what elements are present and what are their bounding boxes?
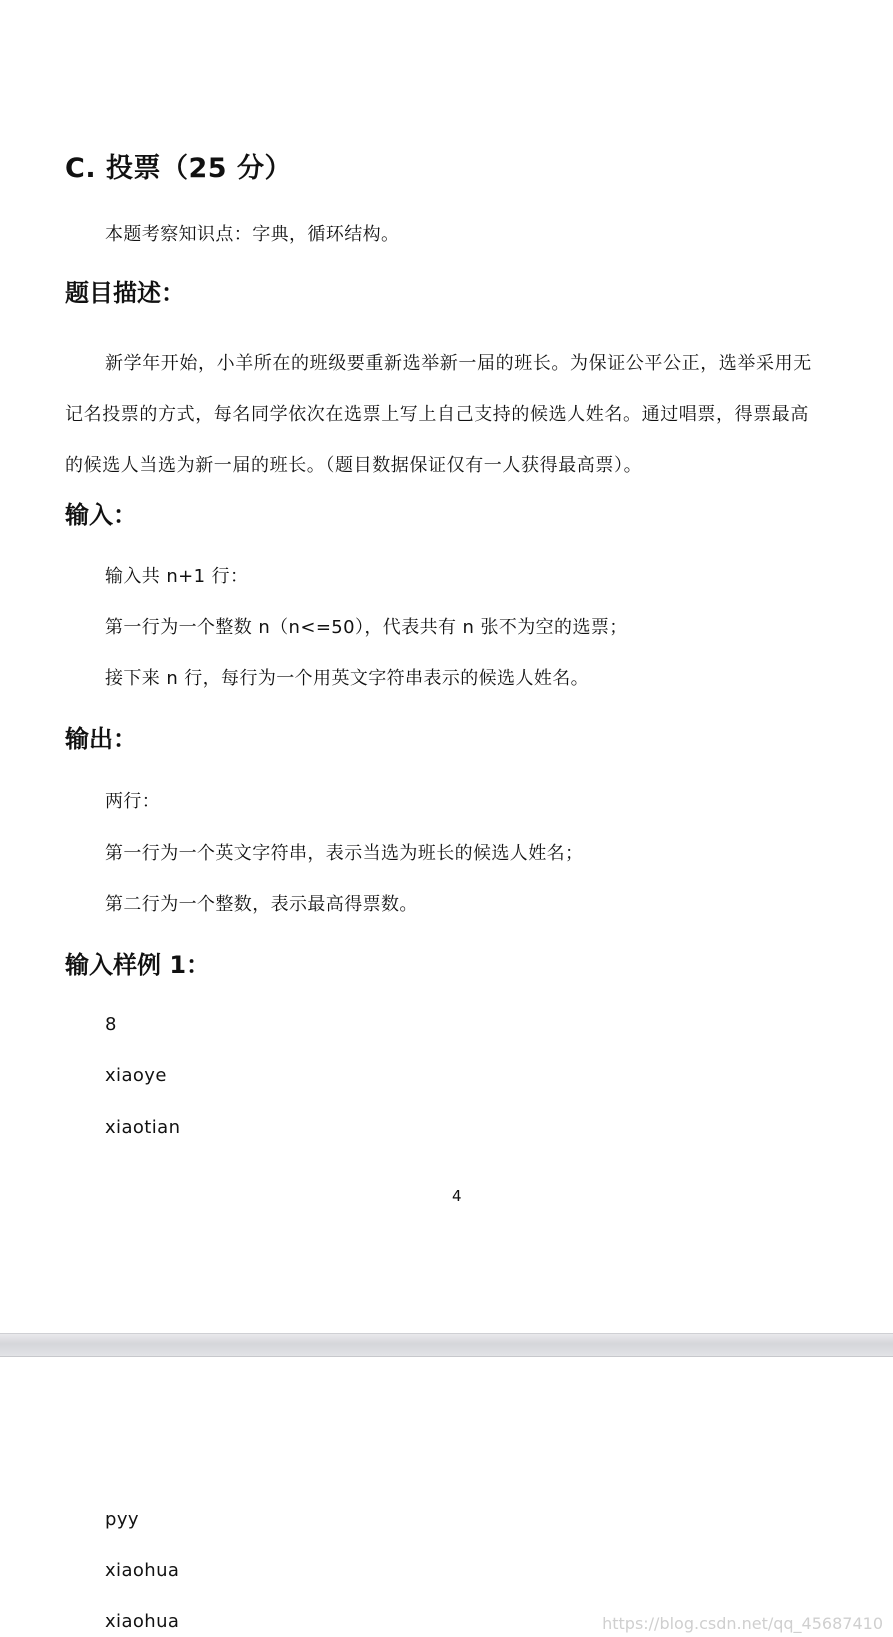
output-heading: 输出： [65, 725, 137, 753]
sample-input-line: xiaohua [105, 1611, 180, 1632]
problem-title: C. 投票（25 分） [65, 153, 292, 184]
output-line: 第一行为一个英文字符串，表示当选为班长的候选人姓名； [105, 843, 584, 864]
sample-input-line: xiaotian [105, 1117, 181, 1138]
description-line: 新学年开始，小羊所在的班级要重新选举新一届的班长。为保证公平公正，选举采用无 [105, 353, 812, 374]
output-line: 两行： [105, 791, 161, 812]
description-line: 的候选人当选为新一届的班长。（题目数据保证仅有一人获得最高票）。 [65, 455, 643, 476]
input-line: 第一行为一个整数 n（n<=50），代表共有 n 张不为空的选票； [105, 617, 628, 638]
page-number: 4 [452, 1187, 462, 1205]
input-line: 接下来 n 行，每行为一个用英文字符串表示的候选人姓名。 [105, 668, 590, 689]
description-heading: 题目描述： [65, 279, 185, 307]
page-separator [0, 1333, 893, 1357]
watermark: https://blog.csdn.net/qq_45687410 [602, 1614, 883, 1633]
knowledge-points: 本题考察知识点：字典，循环结构。 [105, 224, 400, 245]
description-line: 记名投票的方式，每名同学依次在选票上写上自己支持的候选人姓名。通过唱票，得票最高 [65, 404, 809, 425]
sample-input-line: xiaoye [105, 1065, 167, 1086]
sample-input-line: 8 [105, 1014, 117, 1035]
input-line: 输入共 n+1 行： [105, 566, 249, 587]
sample-input-line: pyy [105, 1509, 139, 1530]
sample-input-line: xiaohua [105, 1560, 180, 1581]
input-heading: 输入： [65, 501, 137, 529]
description-paragraph [65, 338, 855, 491]
sample-input-heading: 输入样例 1： [65, 951, 211, 979]
output-line: 第二行为一个整数，表示最高得票数。 [105, 894, 418, 915]
document-page-2 [0, 1357, 893, 1637]
